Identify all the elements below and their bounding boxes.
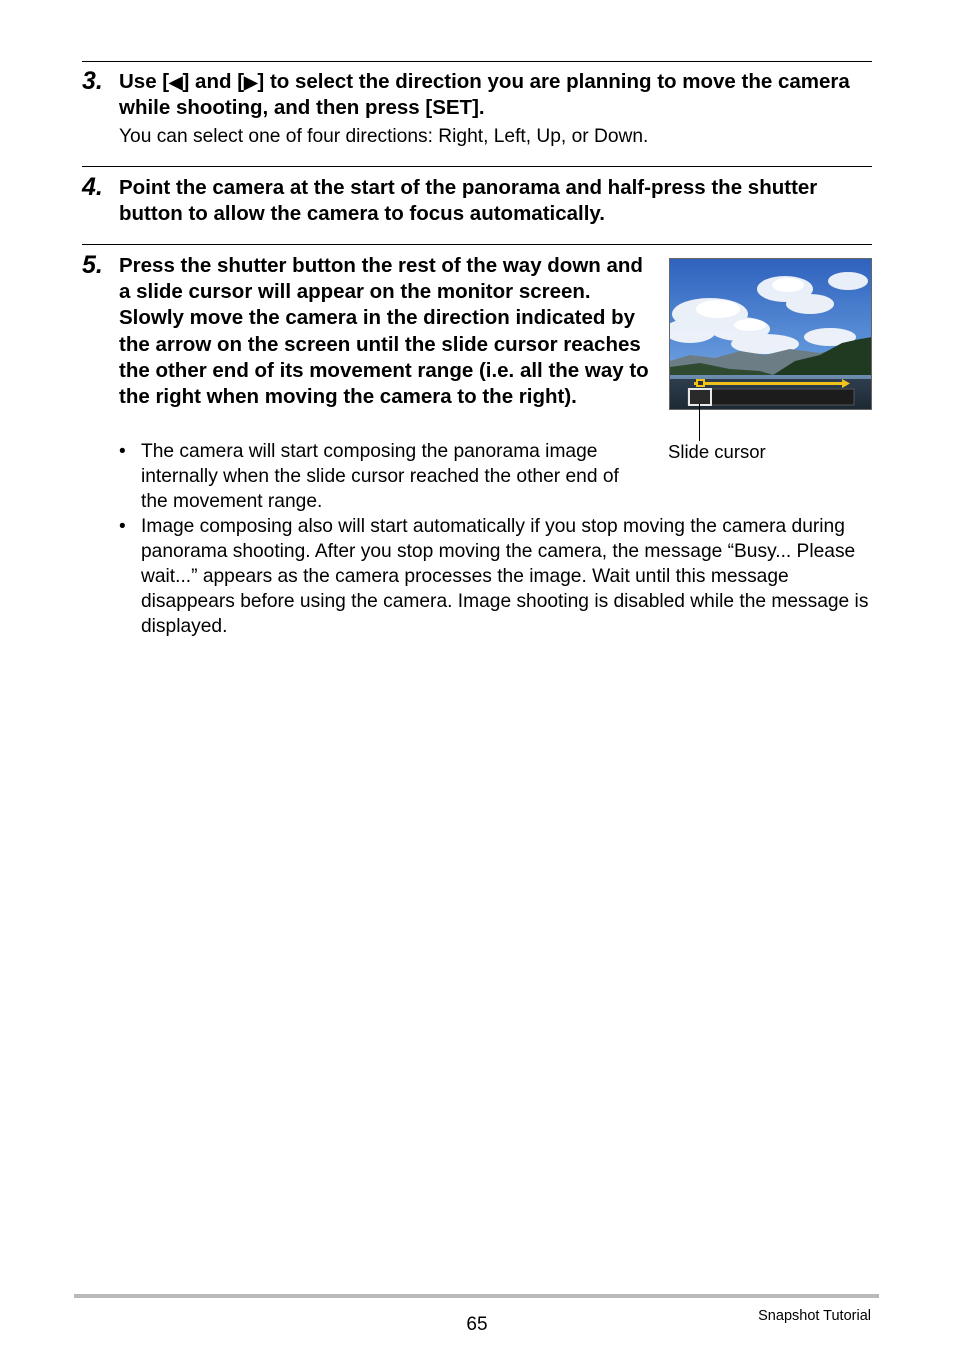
step-4-number: 4. (82, 173, 103, 201)
step-4-heading: Point the camera at the start of the panorama and half-press the shutter button to allow the camera to focus automatically. (119, 176, 818, 226)
slide-cursor-caption: Slide cursor (668, 441, 766, 462)
step-3-heading-part-3: ] to select the direction you are planning to move the camera while shooting, and then press [SET]. (119, 70, 850, 120)
left-triangle-icon: ◀ (169, 72, 183, 92)
direction-arrow-bar (694, 382, 844, 385)
step-3-body: You can select one of four directions: Right, Left, Up, or Down. (119, 126, 649, 147)
step-5-heading: Press the shutter button the rest of the way down and a slide cursor will appear on the monitor screen. Slowly move the camera in the direction indicated by the arrow on the screen until the slide cursor reaches the other end of its movement range (i.e. all the way to the right when moving the camera to the right). (119, 254, 649, 409)
step-3-number: 3. (82, 67, 103, 95)
bullet-item (119, 514, 879, 639)
right-triangle-icon: ▶ (244, 72, 258, 92)
bullet-item (119, 439, 649, 514)
step-3-heading (119, 69, 859, 121)
panorama-scene-graphic (670, 259, 872, 410)
step-5-top-rule (82, 244, 872, 245)
movement-range-track (688, 389, 854, 405)
step-3-heading-part-2: ] and [ (182, 70, 245, 93)
bullet-text: The camera will start composing the panorama image internally when the slide cursor reached the other end of the movement range. (141, 441, 619, 512)
bullet-dot: • (119, 516, 126, 537)
step-4-top-rule (82, 166, 872, 167)
step-3-heading-part-1: Use [ (119, 70, 170, 93)
footer-rule (74, 1294, 879, 1298)
bullet-dot: • (119, 441, 126, 462)
bullet-text: Image composing also will start automatically if you stop moving the camera during panorama shooting. After you stop moving the camera, the message “Busy... Please wait...” appears as the camera processes the image. Wait until this message disappears before using the camera. Image shooting is disabled while the message is displayed. (141, 516, 869, 637)
section-title: Snapshot Tutorial (758, 1308, 871, 1324)
step-5-number: 5. (82, 251, 103, 279)
panorama-monitor-image (669, 258, 872, 410)
step-3-top-rule (82, 61, 872, 62)
page-number: 65 (466, 1314, 488, 1335)
slide-cursor-callout-line (699, 404, 700, 441)
slide-cursor (689, 389, 711, 405)
